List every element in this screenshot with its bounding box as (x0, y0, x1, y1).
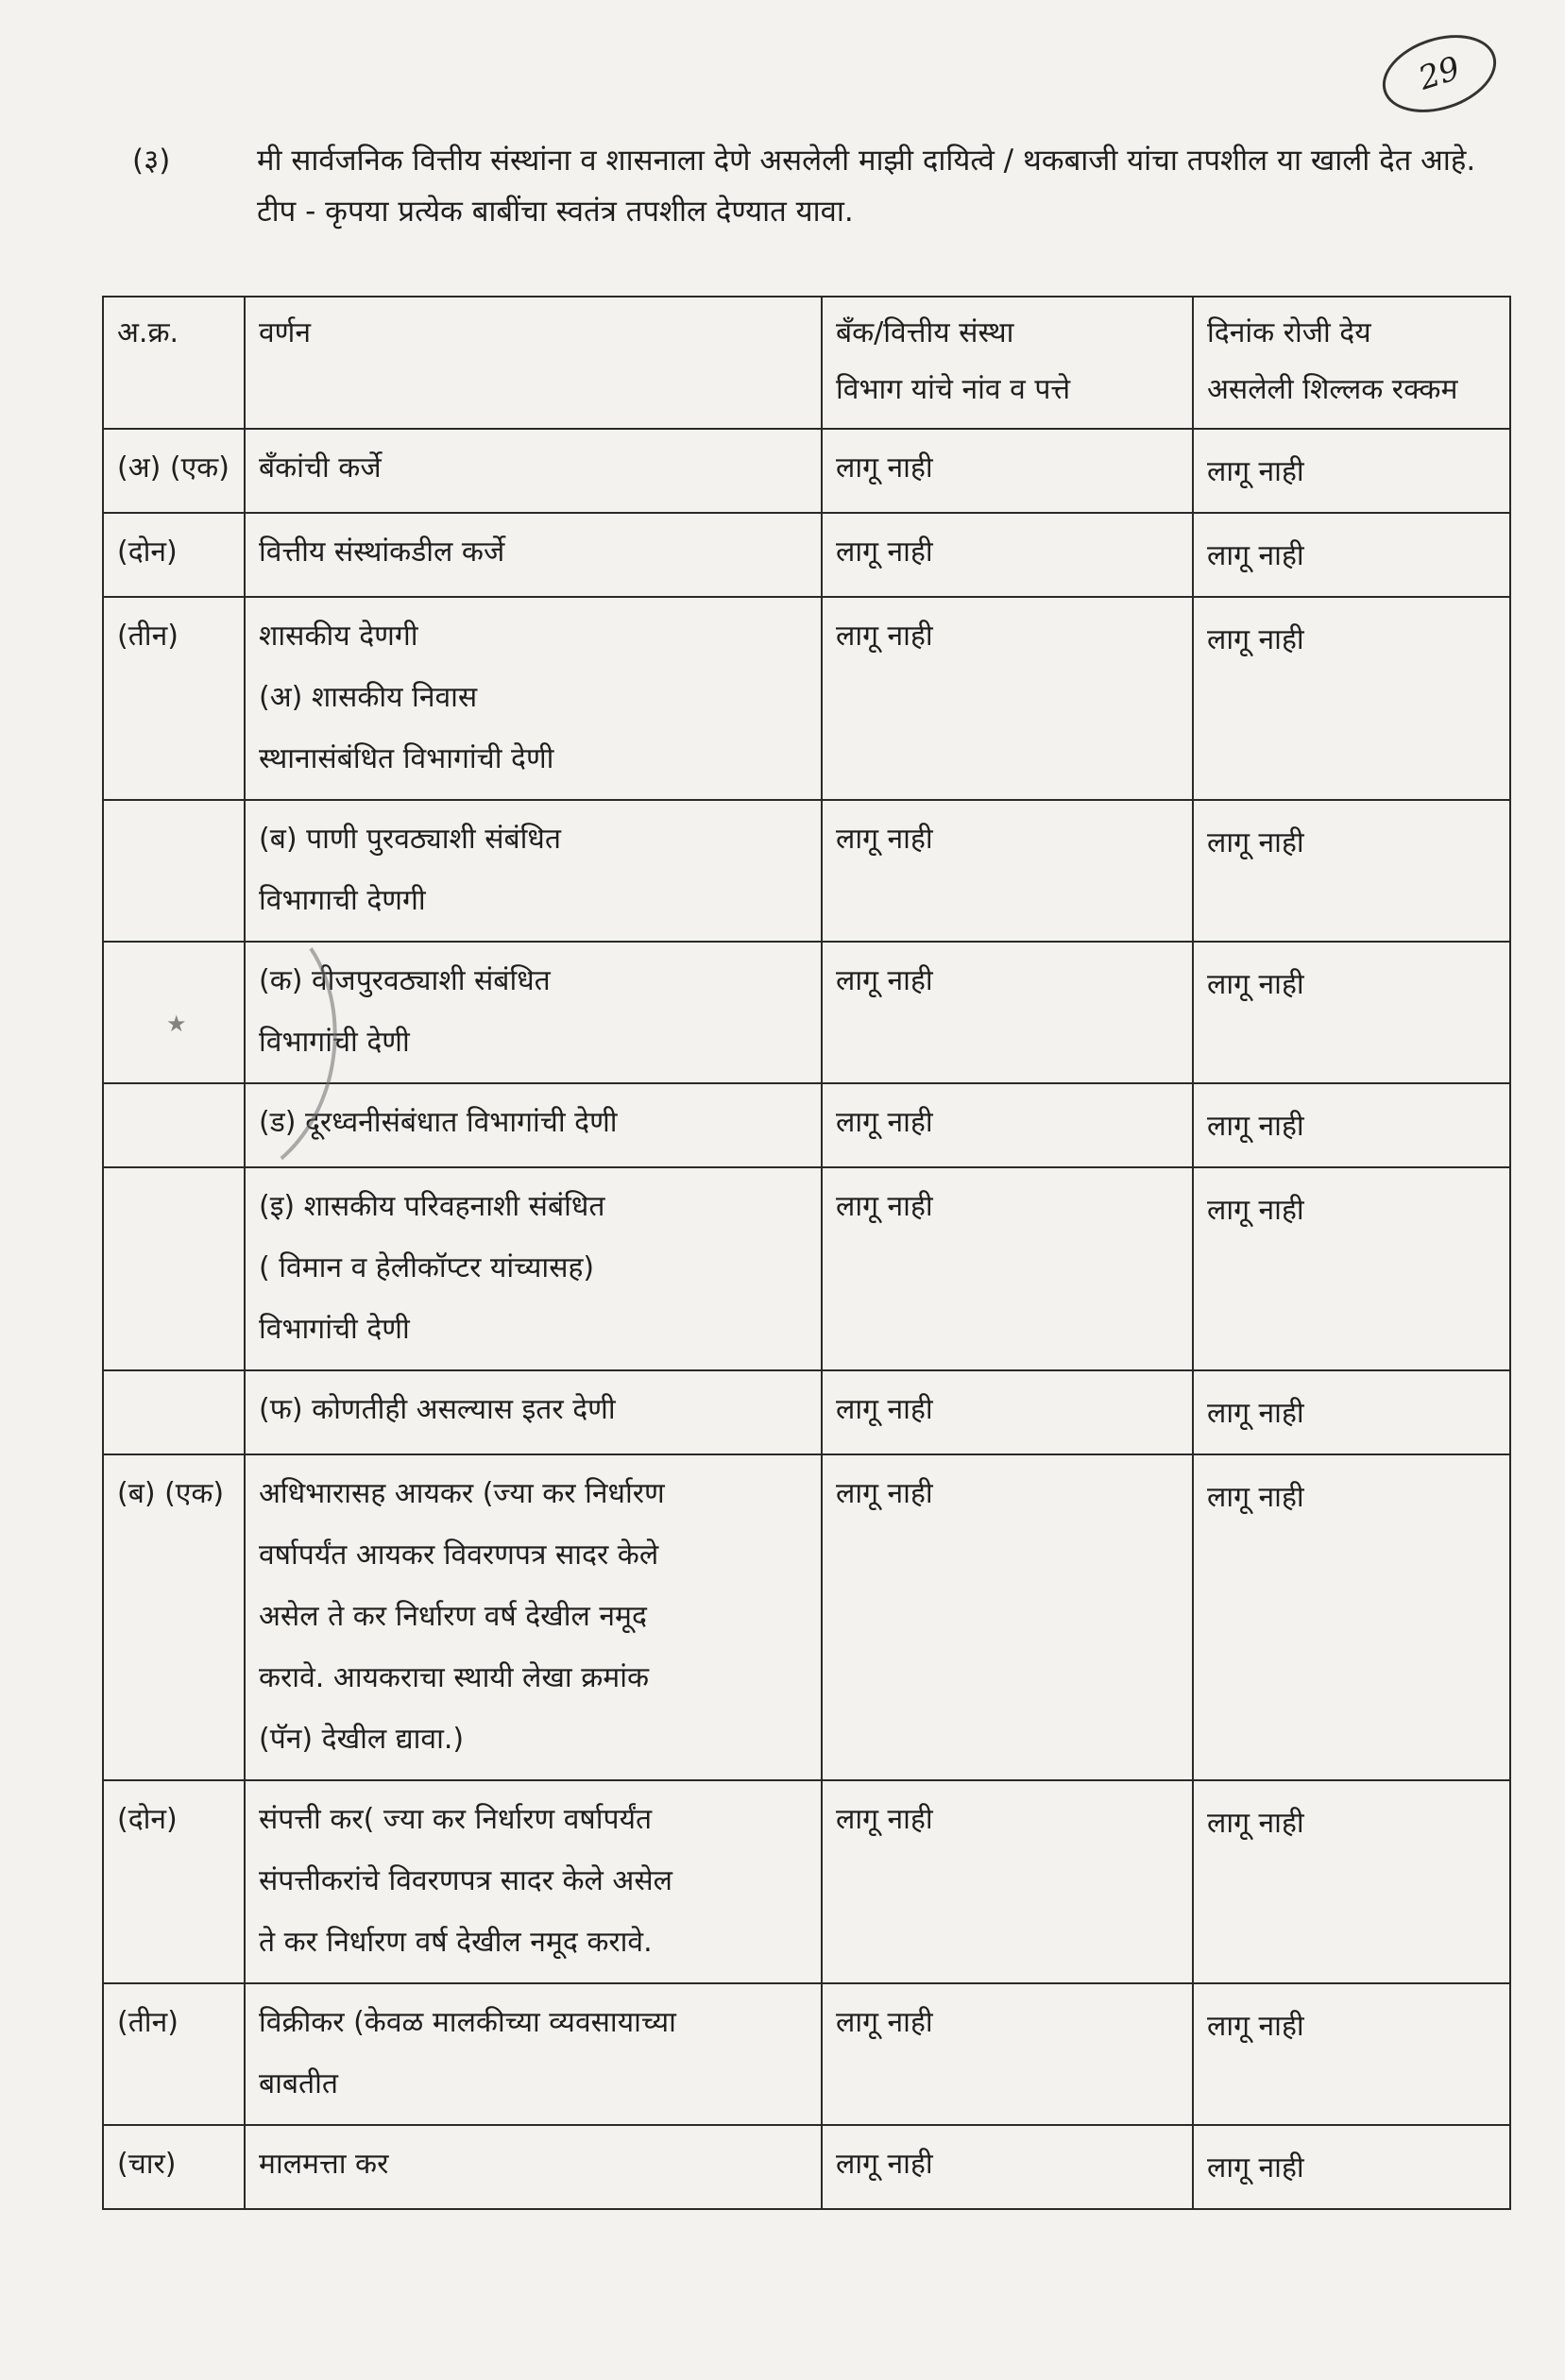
row-bank-details: लागू नाही (822, 597, 1193, 800)
row-serial: (दोन) (103, 1780, 245, 1983)
description-line: (क) वीजपुरवठ्याशी संबंधित (259, 964, 551, 997)
header-bank-line1: बँक/वित्तीय संस्था (836, 316, 1014, 349)
row-bank-details: लागू नाही (822, 429, 1193, 513)
description-line: विभागांची देणी (259, 1313, 410, 1346)
row-serial (103, 942, 245, 1083)
table-row (103, 1983, 1510, 2125)
table-row (103, 800, 1510, 942)
description-line: विक्रीकर (केवळ मालकीच्या व्यवसायाच्या (259, 2006, 676, 2039)
header-bank (822, 297, 1193, 429)
description-line: ( विमान व हेलीकॉप्टर यांच्यासह) (259, 1251, 595, 1284)
table-row (103, 1167, 1510, 1370)
liabilities-statement: मी सार्वजनिक वित्तीय संस्थांना व शासनाला देणे असलेली माझी दायित्वे / थकबाजी यांचा तपशील या खाली देत आहे. (257, 144, 1476, 178)
description-line: असेल ते कर निर्धारण वर्ष देखील नमूद (259, 1600, 647, 1633)
row-description (245, 1083, 822, 1167)
row-serial (103, 800, 245, 942)
row-outstanding-amount: लागू नाही (1193, 1370, 1510, 1454)
row-bank-details: लागू नाही (822, 1370, 1193, 1454)
row-serial (103, 1370, 245, 1454)
row-bank-details: लागू नाही (822, 942, 1193, 1083)
row-serial (103, 1083, 245, 1167)
row-description (245, 800, 822, 942)
description-line: संपत्तीकरांचे विवरणपत्र सादर केले असेल (259, 1864, 672, 1897)
liabilities-table (102, 296, 1511, 2210)
row-bank-details: लागू नाही (822, 1454, 1193, 1780)
row-description (245, 1983, 822, 2125)
row-description (245, 942, 822, 1083)
row-bank-details: लागू नाही (822, 2125, 1193, 2209)
table-row (103, 1083, 1510, 1167)
table-row (103, 1370, 1510, 1454)
header-serial: अ.क्र. (103, 297, 245, 429)
description-line: (फ) कोणतीही असल्यास इतर देणी (259, 1393, 616, 1426)
description-line: मालमत्ता कर (259, 2148, 389, 2181)
row-bank-details: लागू नाही (822, 800, 1193, 942)
row-outstanding-amount: लागू नाही (1193, 1167, 1510, 1370)
description-line: बाबतीत (259, 2067, 338, 2100)
row-serial: (तीन) (103, 1983, 245, 2125)
header-description: वर्णन (245, 297, 822, 429)
row-outstanding-amount: लागू नाही (1193, 942, 1510, 1083)
description-line: (इ) शासकीय परिवहनाशी संबंधित (259, 1190, 605, 1223)
description-line: (अ) शासकीय निवास (259, 681, 478, 714)
page-number (1372, 22, 1505, 127)
table-row (103, 2125, 1510, 2209)
description-line: वर्षापर्यंत आयकर विवरणपत्र सादर केले (259, 1538, 659, 1572)
row-outstanding-amount: लागू नाही (1193, 429, 1510, 513)
description-line: शासकीय देणगी (259, 620, 418, 653)
description-line: ते कर निर्धारण वर्ष देखील नमूद करावे. (259, 1926, 653, 1959)
row-bank-details: लागू नाही (822, 1167, 1193, 1370)
row-serial: (चार) (103, 2125, 245, 2209)
table-row (103, 1454, 1510, 1780)
header-amount-line2: असलेली शिल्लक रक्कम (1207, 373, 1458, 406)
row-bank-details: लागू नाही (822, 513, 1193, 597)
row-outstanding-amount: लागू नाही (1193, 597, 1510, 800)
row-description (245, 1780, 822, 1983)
description-line: बँकांची कर्जे (259, 451, 382, 484)
row-serial: (ब) (एक) (103, 1454, 245, 1780)
description-line: (पॅन) देखील द्यावा.) (259, 1723, 465, 1756)
description-line: विभागांची देणी (259, 1026, 410, 1059)
header-bank-line2: विभाग यांचे नांव व पत्ते (836, 373, 1071, 406)
description-line: करावे. आयकराचा स्थायी लेखा क्रमांक (259, 1661, 650, 1694)
header-amount (1193, 297, 1510, 429)
row-serial (103, 1167, 245, 1370)
row-outstanding-amount: लागू नाही (1193, 800, 1510, 942)
description-line: वित्तीय संस्थांकडील कर्जे (259, 536, 505, 569)
section-number: (३) (132, 144, 171, 178)
row-description (245, 429, 822, 513)
table-row (103, 1780, 1510, 1983)
description-line: स्थानासंबंधित विभागांची देणी (259, 742, 554, 775)
table-row (103, 429, 1510, 513)
note-text: टीप - कृपया प्रत्येक बाबींचा स्वतंत्र तपशील देण्यात यावा. (257, 195, 854, 229)
row-description (245, 513, 822, 597)
row-serial: (तीन) (103, 597, 245, 800)
description-line: (ब) पाणी पुरवठ्याशी संबंधित (259, 823, 561, 856)
row-description (245, 2125, 822, 2209)
header-amount-line1: दिनांक रोजी देय (1207, 316, 1371, 349)
row-description (245, 1370, 822, 1454)
row-serial: (अ) (एक) (103, 429, 245, 513)
section-intro (132, 140, 1521, 232)
page-number-text: 29 (1414, 49, 1465, 98)
description-line: अधिभारासह आयकर (ज्या कर निर्धारण (259, 1477, 665, 1510)
table-row (103, 597, 1510, 800)
description-line: संपत्ती कर( ज्या कर निर्धारण वर्षापर्यंत (259, 1803, 653, 1836)
row-bank-details: लागू नाही (822, 1780, 1193, 1983)
description-line: (ड) दूरध्वनीसंबंधात विभागांची देणी (259, 1106, 618, 1139)
table-row (103, 513, 1510, 597)
row-outstanding-amount: लागू नाही (1193, 1983, 1510, 2125)
row-outstanding-amount: लागू नाही (1193, 1454, 1510, 1780)
row-bank-details: लागू नाही (822, 1083, 1193, 1167)
description-line: विभागाची देणगी (259, 884, 426, 917)
row-outstanding-amount: लागू नाही (1193, 1780, 1510, 1983)
row-description (245, 1167, 822, 1370)
row-description (245, 597, 822, 800)
table-body (103, 429, 1510, 2209)
row-serial: (दोन) (103, 513, 245, 597)
row-outstanding-amount: लागू नाही (1193, 513, 1510, 597)
row-bank-details: लागू नाही (822, 1983, 1193, 2125)
row-outstanding-amount: लागू नाही (1193, 1083, 1510, 1167)
row-description (245, 1454, 822, 1780)
stamp-star-icon: ★ (166, 1011, 187, 1037)
row-outstanding-amount: लागू नाही (1193, 2125, 1510, 2209)
table-row (103, 942, 1510, 1083)
table-header-row (103, 297, 1510, 429)
